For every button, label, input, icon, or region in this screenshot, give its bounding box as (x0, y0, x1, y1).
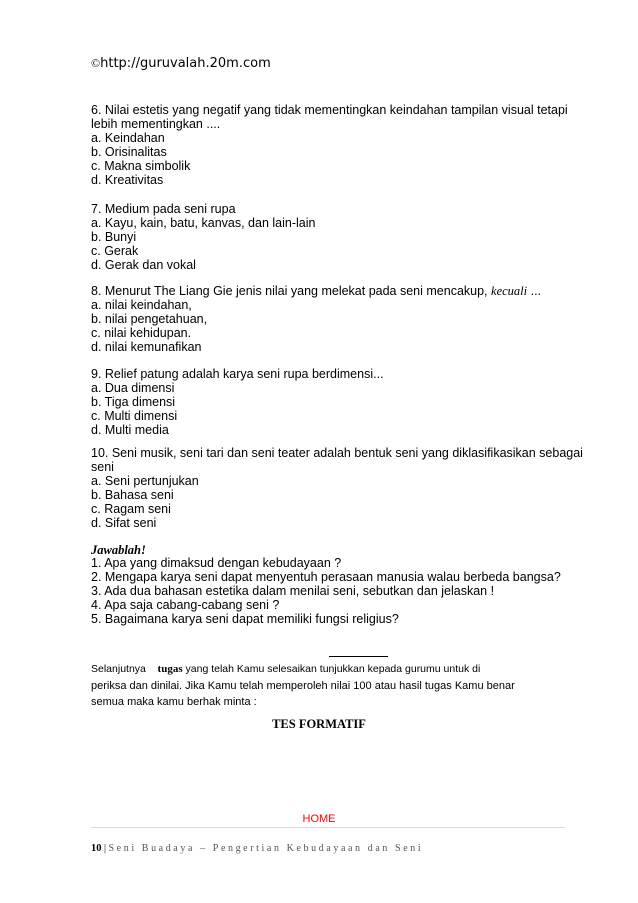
essay-heading: Jawablah! (91, 543, 146, 557)
option-item: d. Multi media (91, 423, 169, 437)
question-9 (91, 367, 384, 437)
option-item: d. Sifat seni (91, 516, 157, 530)
option-item: c. Ragam seni (91, 502, 171, 516)
option-item: c. nilai kehidupan. (91, 326, 192, 340)
question-7 (91, 202, 315, 272)
option-item: d. Gerak dan vokal (91, 258, 196, 272)
essay-item: 3. Ada dua bahasan estetika dalam menilai seni, sebutkan dan jelaskan ! (91, 584, 495, 598)
option-item: d. Kreativitas (91, 173, 164, 187)
option-item: c. Makna simbolik (91, 159, 191, 173)
essay-list (91, 556, 561, 626)
tes-formatif-heading: TES FORMATIF (272, 717, 366, 731)
question-text: 10. Seni musik, seni tari dan seni teater adalah bentuk seni yang diklasifikasikan sebagai (91, 446, 583, 460)
option-item: b. Orisinalitas (91, 145, 167, 159)
option-item: d. nilai kemunafikan (91, 340, 202, 354)
option-item: a. Kayu, kain, batu, kanvas, dan lain-lain (91, 216, 316, 230)
question-text: 6. Nilai estetis yang negatif yang tidak mementingkan keindahan tampilan visual tetapi (91, 103, 568, 117)
instruction-line-2: periksa dan dinilai. Jika Kamu telah memperoleh nilai 100 atau hasil tugas Kamu benar (91, 680, 515, 692)
question-text: lebih mementingkan .... (91, 117, 221, 131)
page-footer (91, 843, 423, 854)
option-item: c. Multi dimensi (91, 409, 178, 423)
option-item: a. nilai keindahan, (91, 298, 192, 312)
question-text: 8. Menurut The Liang Gie jenis nilai yang melekat pada seni mencakup, kecuali ... (91, 284, 542, 298)
header-url[interactable]: http://guruvalah.20m.com (100, 56, 271, 71)
page-header (91, 56, 271, 71)
essay-item: 1. Apa yang dimaksud dengan kebudayaan ? (91, 556, 342, 570)
option-item: c. Gerak (91, 244, 139, 258)
question-8 (91, 284, 541, 354)
question-10 (91, 446, 583, 530)
question-text: 9. Relief patung adalah karya seni rupa berdimensi... (91, 367, 384, 381)
footer-subtitle: Seni Buadaya – Pengertian Kebudayaan dan Seni (108, 843, 424, 854)
essay-item: 2. Mengapa karya seni dapat menyentuh perasaan manusia walau berbeda bangsa? (91, 570, 561, 584)
bold-word: tugas (157, 663, 183, 675)
essay-item: 5. Bagaimana karya seni dapat memiliki fungsi religius? (91, 612, 399, 626)
home-link[interactable]: HOME (302, 813, 336, 825)
question-text: 7. Medium pada seni rupa (91, 202, 236, 216)
instruction-text (91, 678, 515, 710)
option-item: a. Dua dimensi (91, 381, 175, 395)
instruction-line-1: Selanjutnya tugas yang telah Kamu selesaikan tunjukkan kepada gurumu untuk di (91, 663, 481, 675)
option-item: a. Seni pertunjukan (91, 474, 199, 488)
page-number: 10 (91, 843, 102, 854)
italic-word: kecuali (491, 284, 528, 298)
option-item: b. Bahasa seni (91, 488, 174, 502)
option-item: b. nilai pengetahuan, (91, 312, 208, 326)
question-6 (91, 103, 568, 187)
option-item: b. Bunyi (91, 230, 137, 244)
footer-rule (91, 827, 565, 828)
instruction-line-3: semua maka kamu berhak minta : (91, 696, 257, 708)
option-item: b. Tiga dimensi (91, 395, 176, 409)
option-item: a. Keindahan (91, 131, 165, 145)
separator-line (329, 656, 388, 657)
essay-item: 4. Apa saja cabang-cabang seni ? (91, 598, 280, 612)
footer-divider: | (104, 843, 107, 854)
question-text: seni (91, 460, 114, 474)
copyright-symbol: © (91, 56, 101, 70)
